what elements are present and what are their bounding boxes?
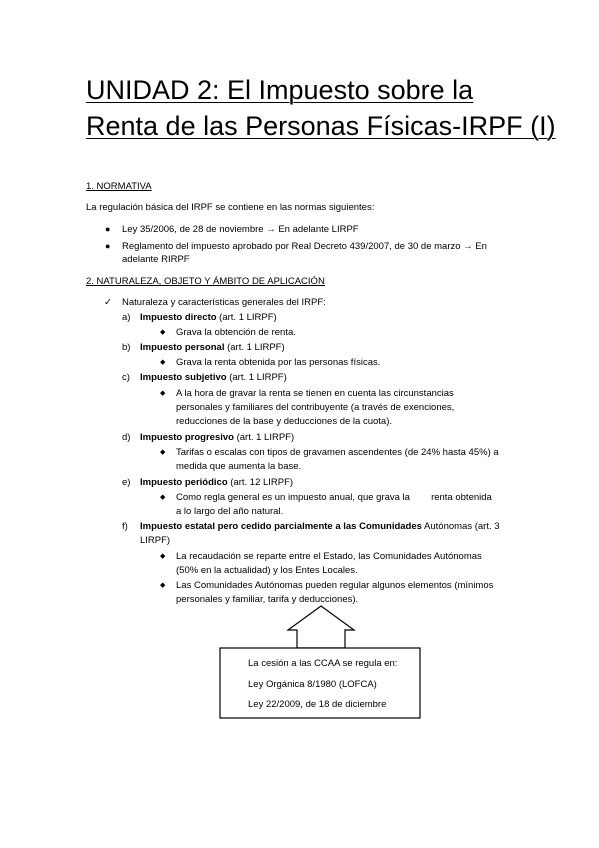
diamond-bullet-icon: ◆ — [160, 494, 166, 501]
item-letter: c) — [122, 372, 130, 383]
callout-line: Ley 22/2009, de 18 de diciembre — [248, 699, 387, 710]
item-name: Impuesto progresivo — [140, 432, 234, 443]
check-item-label: Naturaleza y características generales del IRPF: — [122, 297, 326, 308]
checkmark-icon: ✓ — [104, 297, 112, 308]
sub-item-continuation: a lo largo del año natural. — [176, 506, 284, 517]
callout-line: La cesión a las CCAA se regula en: — [248, 658, 398, 669]
item-letter: d) — [122, 432, 131, 443]
diamond-bullet-icon: ◆ — [160, 329, 166, 336]
sub-item: La recaudación se reparte entre el Estado, las Comunidades Autónomas — [176, 551, 482, 562]
sub-item: Las Comunidades Autónomas pueden regular algunos elementos (mínimos — [176, 580, 494, 591]
diamond-bullet-icon: ◆ — [160, 449, 166, 456]
item-ref: (art. 1 LIRPF) — [216, 312, 277, 323]
item-name: Impuesto subjetivo — [140, 372, 227, 383]
item-ref: (art. 1 LIRPF) — [233, 432, 295, 443]
bullet-icon: ● — [105, 224, 111, 234]
item-letter: f) — [122, 521, 128, 532]
sub-item: Grava la renta obtenida por las personas físicas. — [176, 357, 381, 368]
item-letter: a) — [122, 312, 131, 323]
title-line-1: UNIDAD 2: El Impuesto sobre la — [86, 75, 474, 105]
section-heading-normativa: 1. NORMATIVA — [86, 181, 152, 192]
list-item-continuation: adelante RIRPF — [122, 254, 190, 265]
sub-item-continuation: (50% en la actualidad) y los Entes Locales. — [176, 565, 358, 576]
callout-line: Ley Orgánica 8/1980 (LOFCA) — [248, 679, 377, 690]
diamond-bullet-icon: ◆ — [160, 553, 166, 560]
sub-item-continuation: reducciones de la base y deducciones de la cuota). — [176, 416, 392, 427]
item-heading-continuation: LIRPF) — [140, 535, 171, 546]
diamond-bullet-icon: ◆ — [160, 390, 166, 397]
item-ref: (art. 1 LIRPF) — [226, 372, 287, 383]
sub-item: Como regla general es un impuesto anual, que grava la renta obtenida — [176, 492, 492, 503]
sub-item-continuation: medida que aumenta la base. — [176, 461, 302, 472]
item-name: Impuesto estatal pero cedido parcialmente a las Comunidades — [140, 521, 422, 532]
item-ref: (art. 12 LIRPF) — [227, 477, 294, 488]
diamond-bullet-icon: ◆ — [160, 582, 166, 589]
diamond-bullet-icon: ◆ — [160, 359, 166, 366]
sub-item: Grava la obtención de renta. — [176, 327, 296, 338]
item-name: Impuesto directo — [140, 312, 217, 323]
bullet-icon: ● — [105, 241, 111, 251]
list-item: Reglamento del impuesto aprobado por Real Decreto 439/2007, de 30 de marzo → En — [122, 241, 487, 252]
sub-item: Tarifas o escalas con tipos de gravamen ascendentes (de 24% hasta 45%) a — [176, 447, 499, 458]
section-heading-naturaleza: 2. NATURALEZA, OBJETO Y ÁMBITO DE APLICACIÓN — [86, 276, 325, 287]
sub-item-continuation: personales y familiar, tarifa y deducciones). — [176, 594, 359, 605]
section-intro: La regulación básica del IRPF se contiene en las normas siguientes: — [86, 202, 375, 213]
item-ref: Autónomas (art. 3 — [421, 521, 500, 532]
list-item: Ley 35/2006, de 28 de noviembre → En adelante LIRPF — [122, 224, 359, 235]
sub-item: A la hora de gravar la renta se tienen en cuenta las circunstancias — [176, 388, 454, 399]
item-name: Impuesto periódico — [140, 477, 228, 488]
item-ref: (art. 1 LIRPF) — [224, 342, 285, 353]
title-line-2: Renta de las Personas Físicas-IRPF (I) — [86, 111, 556, 141]
item-letter: b) — [122, 342, 131, 353]
item-name: Impuesto personal — [140, 342, 225, 353]
sub-item-continuation: personales y familiares del contribuyente (a través de exenciones, — [176, 402, 455, 413]
item-letter: e) — [122, 477, 131, 488]
